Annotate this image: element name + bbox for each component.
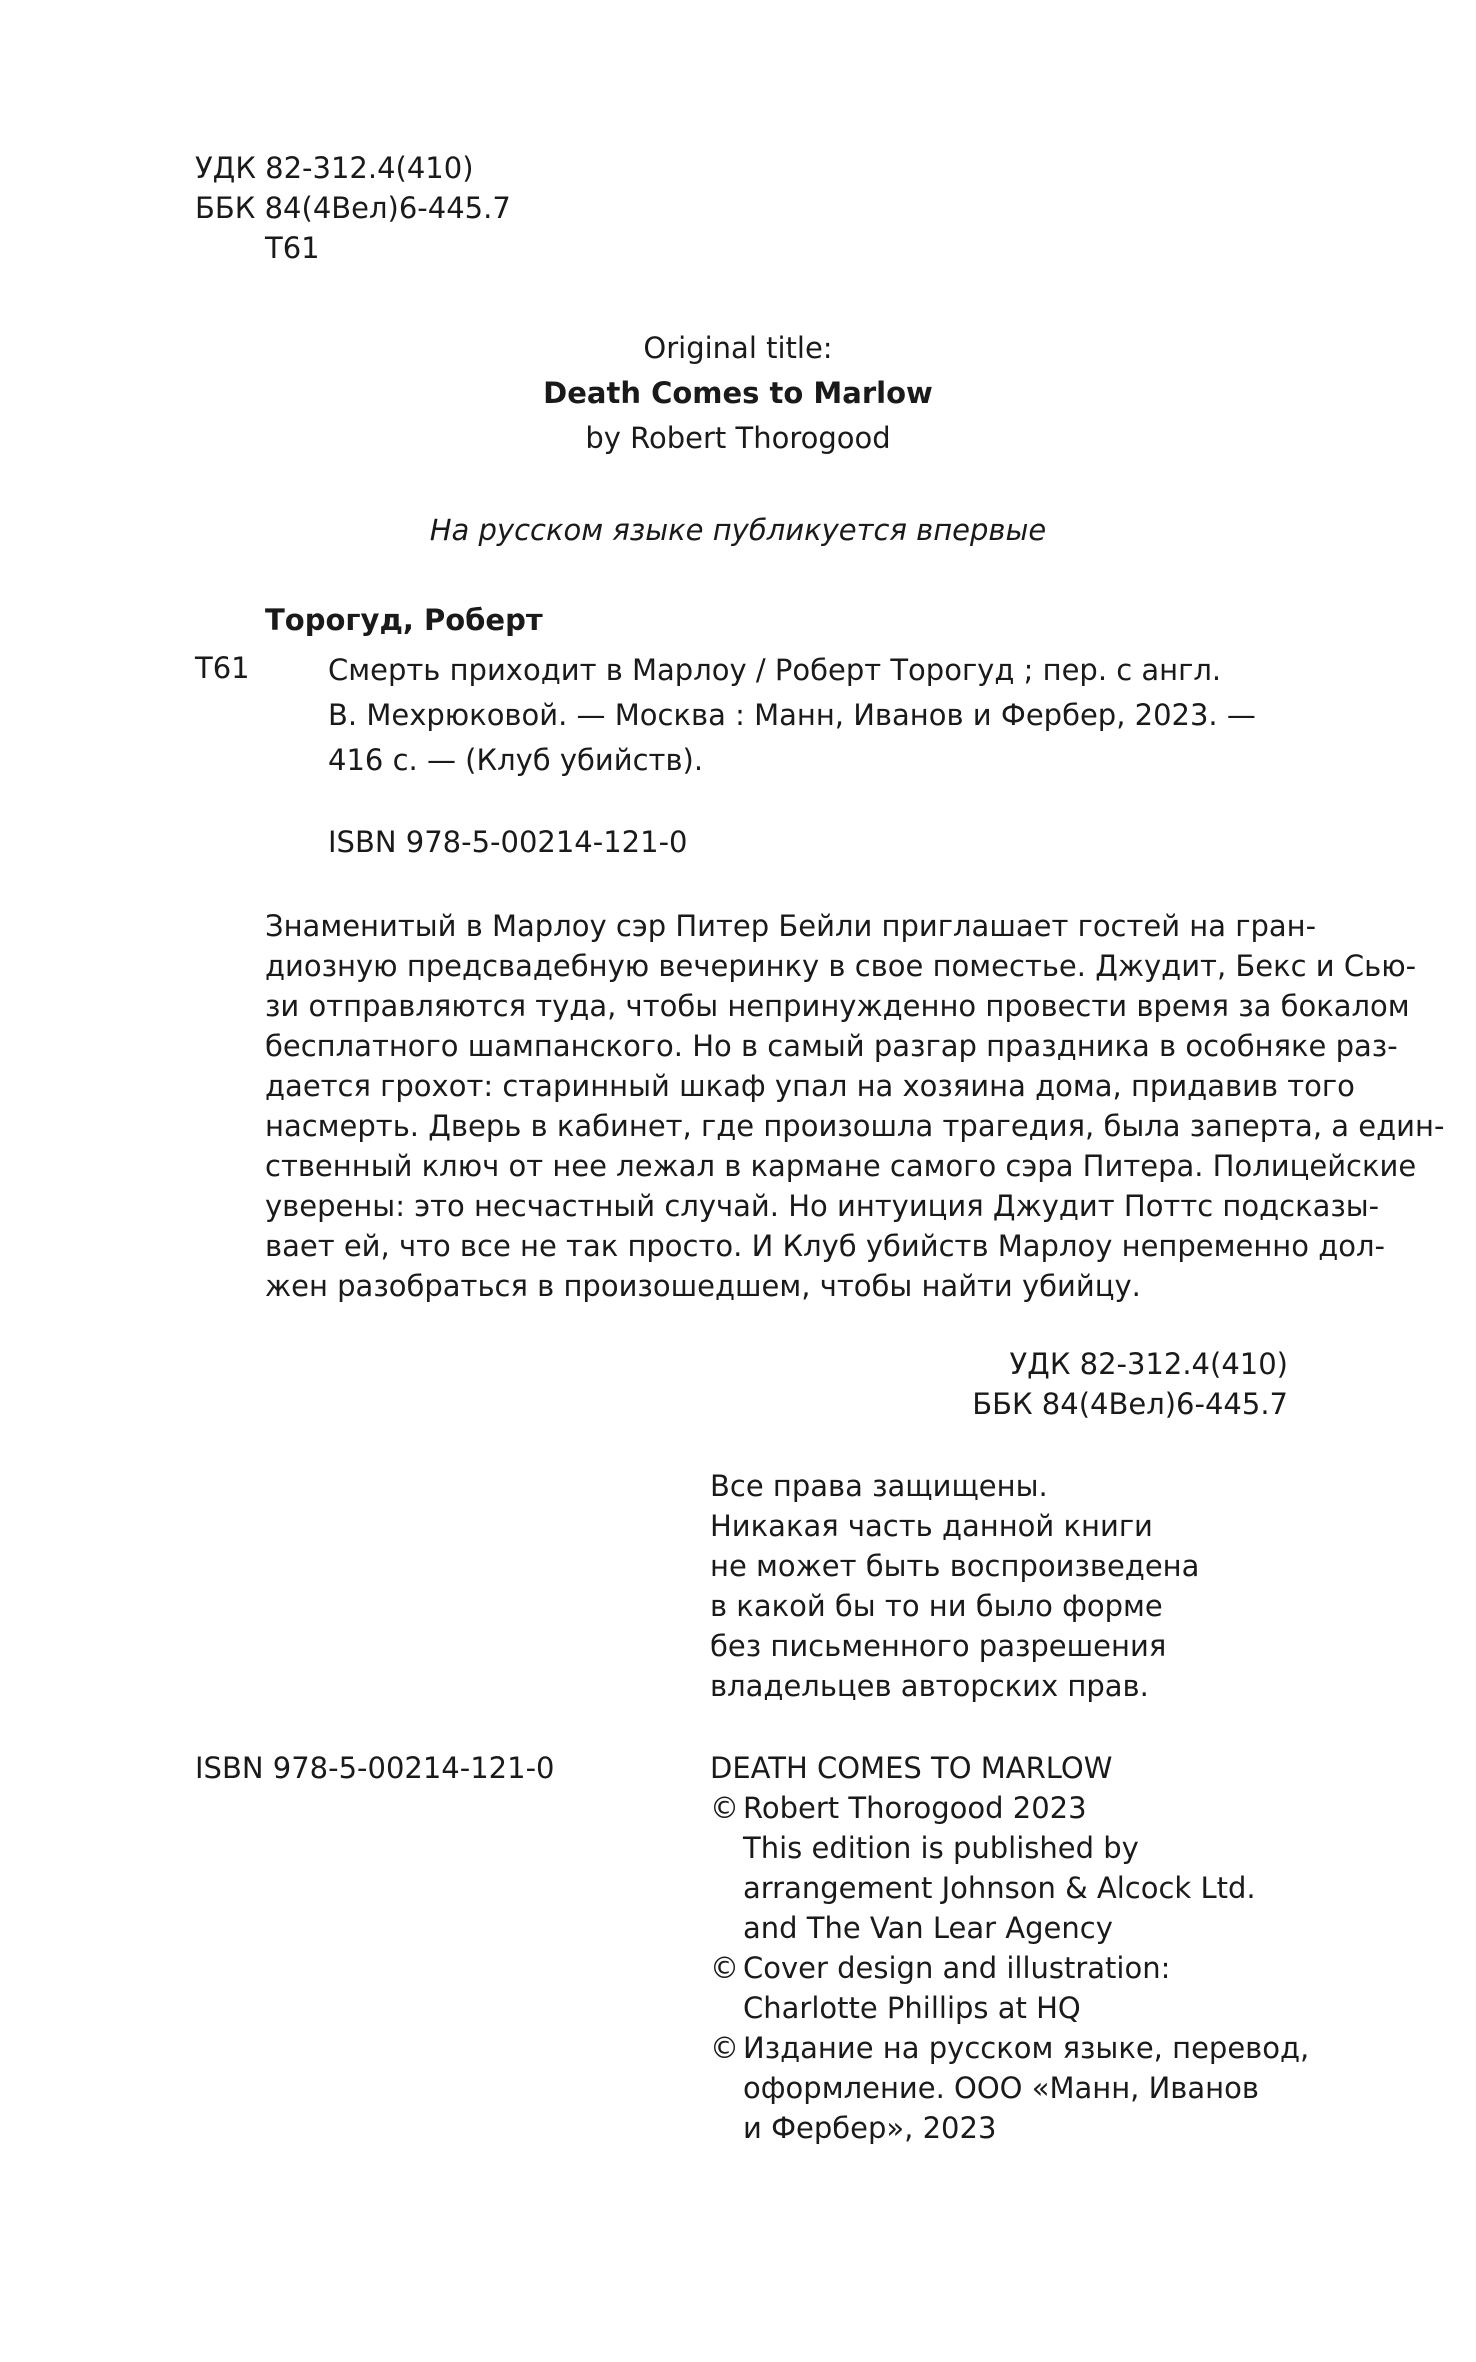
copyright-line: оформление. ООО «Манн, Иванов [743, 2071, 1259, 2105]
bibliographic-line: В. Мехрюковой. — Москва : Манн, Иванов и Фербер, 2023. — [328, 698, 1256, 732]
first-publication-note: На русском языке публикуется впервые [429, 513, 1047, 547]
copyright-symbol: © [710, 1791, 739, 1825]
copyright-entry-first [710, 1948, 1309, 1988]
copyright-entry-first [710, 1788, 1309, 1828]
copyright-line: This edition is published by [743, 1831, 1139, 1865]
bbk-code: ББК 84(4Вел)6-445.7 [195, 191, 511, 225]
copyright-text: Cover design and illustration: [743, 1951, 1171, 1985]
original-title-caps: DEATH COMES TO MARLOW [710, 1751, 1113, 1785]
author-heading: Торогуд, Роберт [265, 603, 543, 637]
author-mark: Т61 [265, 231, 320, 265]
copyright-block [710, 1748, 1309, 2148]
annotation-line: дается грохот: старинный шкаф упал на хозяина дома, придавив того [265, 1069, 1355, 1103]
copyright-text: Издание на русском языке, перевод, [743, 2031, 1310, 2065]
rights-line: владельцев авторских прав. [710, 1669, 1149, 1703]
bbk-code-right: ББК 84(4Вел)6-445.7 [972, 1387, 1288, 1421]
annotation-paragraph [265, 906, 1445, 1306]
bibliographic-line: 416 с. — (Клуб убийств). [328, 743, 704, 777]
annotation-line: ственный ключ от нее лежал в кармане самого сэра Питера. Полицейские [265, 1149, 1417, 1183]
original-title: Death Comes to Marlow [543, 376, 933, 410]
copyright-line: и Фербер», 2023 [743, 2111, 997, 2145]
copyright-symbol: © [710, 2031, 739, 2065]
annotation-line: вает ей, что все не так просто. И Клуб убийств Марлоу непременно дол- [265, 1229, 1386, 1263]
original-title-label: Original title: [643, 331, 833, 365]
copyright-line: Charlotte Phillips at HQ [743, 1991, 1081, 2025]
rights-line: не может быть воспроизведена [710, 1549, 1200, 1583]
udk-code-right: УДК 82-312.4(410) [1009, 1347, 1288, 1381]
rights-line: Все права защищены. [710, 1469, 1048, 1503]
bibliographic-line: Смерть приходит в Марлоу / Роберт Торогуд ; пер. с англ. [328, 653, 1222, 687]
annotation-line: насмерть. Дверь в кабинет, где произошла трагедия, была заперта, а един- [265, 1109, 1445, 1143]
isbn-main: ISBN 978-5-00214-121-0 [328, 825, 688, 859]
original-title-block [0, 326, 1476, 461]
annotation-line: бесплатного шампанского. Но в самый разгар праздника в особняке раз- [265, 1029, 1398, 1063]
udk-code: УДК 82-312.4(410) [195, 151, 474, 185]
classification-codes [195, 148, 511, 268]
bibliographic-code: Т61 [195, 651, 250, 685]
rights-notice [710, 1466, 1199, 1706]
bibliographic-record [328, 648, 1288, 783]
annotation-line: зи отправляются туда, чтобы непринужденно провести время за бокалом [265, 989, 1410, 1023]
classification-codes-right [0, 1344, 1288, 1424]
copyright-symbol: © [710, 1951, 739, 1985]
rights-line: в какой бы то ни было форме [710, 1589, 1163, 1623]
original-byline: by Robert Thorogood [585, 421, 891, 455]
rights-line: Никакая часть данной книги [710, 1509, 1153, 1543]
copyright-line: arrangement Johnson & Alcock Ltd. [743, 1871, 1256, 1905]
annotation-line: уверены: это несчастный случай. Но интуиция Джудит Поттс подсказы- [265, 1189, 1380, 1223]
rights-line: без письменного разрешения [710, 1629, 1167, 1663]
copyright-text: Robert Thorogood 2023 [743, 1791, 1087, 1825]
copyright-line: and The Van Lear Agency [743, 1911, 1113, 1945]
isbn-bottom: ISBN 978-5-00214-121-0 [195, 1751, 555, 1785]
annotation-line: Знаменитый в Марлоу сэр Питер Бейли приглашает гостей на гран- [265, 909, 1317, 943]
annotation-line: диозную предсвадебную вечеринку в свое поместье. Джудит, Бекс и Сью- [265, 949, 1417, 983]
annotation-line: жен разобраться в произошедшем, чтобы найти убийцу. [265, 1269, 1141, 1303]
copyright-entry-first [710, 2028, 1309, 2068]
